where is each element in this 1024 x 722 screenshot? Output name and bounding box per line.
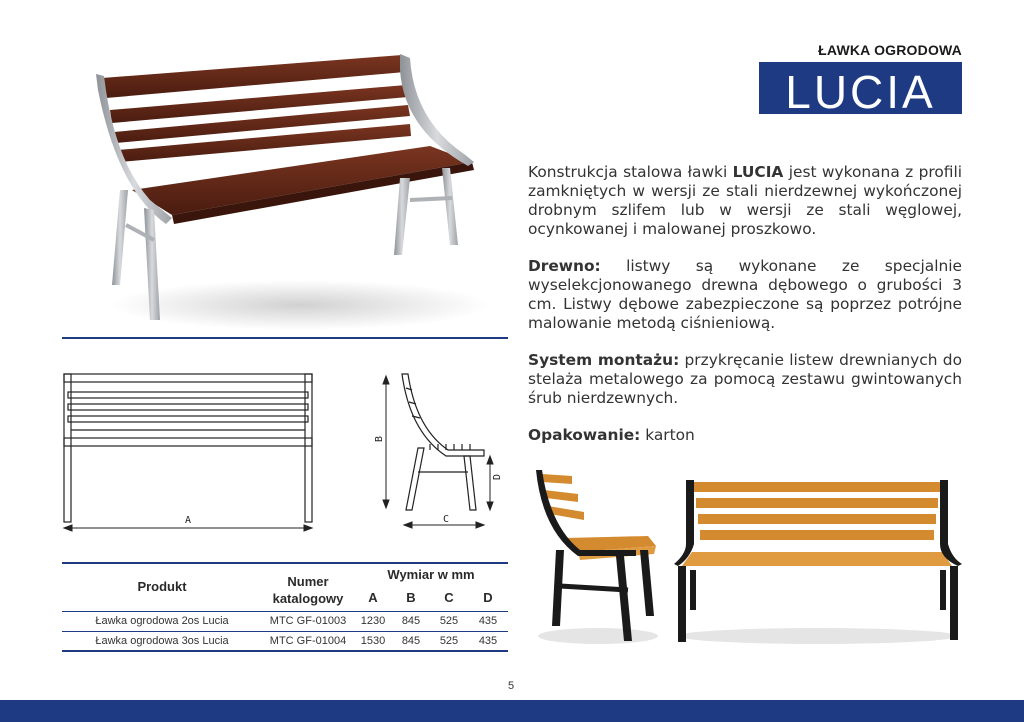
- header-dim-c: C: [444, 590, 454, 606]
- technical-drawing-front: [60, 368, 320, 536]
- cell-a: 1230: [354, 611, 392, 631]
- header-product: Produkt: [137, 579, 187, 595]
- header-dim-a: A: [368, 590, 378, 606]
- product-title: LUCIA: [785, 66, 936, 118]
- construction-paragraph: Konstrukcja stalowa ławki LUCIA jest wykonana z profili zamkniętych w wersji ze stali nierdzewnej wykończonej drobnym szlifem lub w wersji ze stali węglowej, ocynkowanej i malowanej proszkowo.: [528, 163, 963, 238]
- wood-paragraph: Drewno: listwy są wykonane ze specjalnie wyselekcjonowanego drewna dębowego o grubości 3 cm. Listwy dębowe zabezpieczone są poprzez potrójne malowanie metodą ciśnieniową.: [528, 257, 962, 332]
- product-description: [528, 163, 962, 463]
- header-dim-b: B: [406, 590, 416, 606]
- divider-top: [62, 337, 508, 339]
- cell-c: 525: [430, 611, 468, 631]
- table-row: [62, 611, 508, 631]
- cell-product: Ławka ogrodowa 2os Lucia: [62, 611, 262, 631]
- header-dimensions: Wymiar w mm: [387, 566, 475, 582]
- cell-c: 525: [430, 631, 468, 651]
- spec-table: [62, 563, 508, 652]
- cell-d: 435: [468, 611, 508, 631]
- bench-photo-stainless: [80, 50, 490, 335]
- dim-label-a: A: [184, 515, 192, 526]
- dim-label-b: B: [374, 435, 385, 442]
- footer-bar: [0, 700, 1024, 722]
- mounting-paragraph: System montażu: przykręcanie listew drewnianych do stelaża metalowego za pomocą zestawu gwintowanych śrub nierdzewnych.: [528, 351, 962, 407]
- cell-b: 845: [392, 631, 430, 651]
- bench-photo-black-front: [670, 474, 966, 644]
- page-number: 5: [508, 680, 515, 692]
- product-category: ŁAWKA OGRODOWA: [818, 42, 962, 58]
- cell-a: 1530: [354, 631, 392, 651]
- header-dim-d: D: [483, 590, 493, 606]
- cell-d: 435: [468, 631, 508, 651]
- header-catalog: Numer katalogowy: [272, 573, 344, 606]
- dim-label-c: C: [442, 514, 450, 525]
- cell-product: Ławka ogrodowa 3os Lucia: [62, 631, 262, 651]
- dim-label-d: D: [492, 473, 503, 480]
- bench-photo-black-side: [528, 466, 664, 648]
- technical-drawing-side: [372, 368, 512, 538]
- cell-catalog: MTC GF-01004: [262, 631, 354, 651]
- packaging-paragraph: Opakowanie: karton: [528, 426, 695, 444]
- title-banner: [759, 62, 962, 118]
- cell-b: 845: [392, 611, 430, 631]
- table-row: [62, 631, 508, 651]
- cell-catalog: MTC GF-01003: [262, 611, 354, 631]
